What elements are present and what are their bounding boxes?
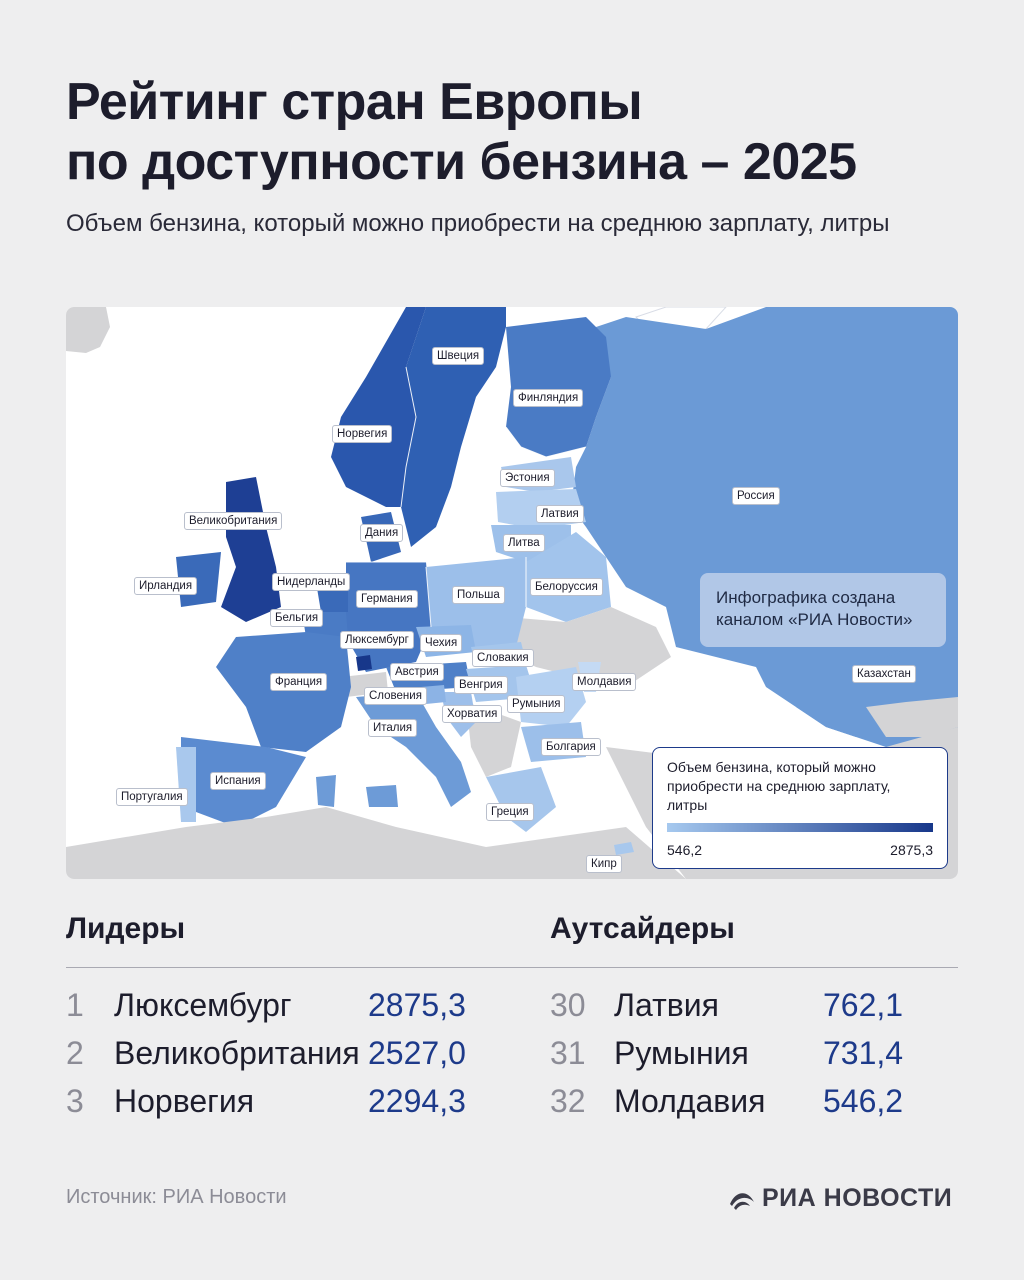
leader-row: [66, 985, 486, 1029]
brand-logo: [728, 1180, 960, 1214]
label-slovenia: Словения: [364, 687, 427, 705]
rank: 31: [550, 1035, 586, 1071]
label-cyprus: Кипр: [586, 855, 622, 873]
label-uk: Великобритания: [184, 512, 282, 530]
title-line-2: по доступности бензина – 2025: [66, 133, 857, 191]
rank: 3: [66, 1083, 84, 1119]
value: 2294,3: [368, 1083, 466, 1119]
label-lithuania: Литва: [503, 534, 545, 552]
value: 731,4: [823, 1035, 904, 1071]
label-italy: Италия: [368, 719, 417, 737]
credit-box: Инфографика создана каналом «РИА Новости»: [700, 573, 946, 647]
label-russia: Россия: [732, 487, 780, 505]
legend-max: 2875,3: [890, 842, 933, 858]
legend-min: 546,2: [667, 842, 703, 858]
country-name: Латвия: [614, 987, 719, 1023]
country-name: Румыния: [614, 1035, 749, 1071]
legend-gradient-bar: [667, 823, 933, 832]
label-austria: Австрия: [390, 663, 444, 681]
country-name: Великобритания: [114, 1035, 360, 1071]
value: 546,2: [823, 1083, 904, 1119]
label-kazakhstan: Казахстан: [852, 665, 916, 683]
label-belarus: Белоруссия: [530, 578, 603, 596]
rank: 2: [66, 1035, 84, 1071]
value: 762,1: [823, 987, 904, 1023]
label-hungary: Венгрия: [454, 676, 508, 694]
label-finland: Финляндия: [513, 389, 583, 407]
europe-map: [66, 307, 958, 879]
outsider-row: [550, 1081, 958, 1125]
label-ireland: Ирландия: [134, 577, 197, 595]
page-subtitle: Объем бензина, который можно приобрести на среднюю зарплату, литры: [66, 210, 890, 237]
region-luxembourg: [356, 655, 372, 671]
label-denmark: Дания: [360, 524, 403, 542]
label-estonia: Эстония: [500, 469, 555, 487]
outsider-row: [550, 985, 958, 1029]
region-germany: [346, 562, 431, 672]
label-poland: Польша: [452, 586, 505, 604]
label-spain: Испания: [210, 772, 266, 790]
outsider-row: [550, 1033, 958, 1077]
rank: 30: [550, 987, 586, 1023]
source-note: Источник: РИА Новости: [66, 1186, 287, 1208]
label-norway: Норвегия: [332, 425, 392, 443]
label-belgium: Бельгия: [270, 609, 323, 627]
rank: 32: [550, 1083, 586, 1119]
label-netherlands: Нидерланды: [272, 573, 350, 591]
label-bulgaria: Болгария: [541, 738, 601, 756]
label-moldova: Молдавия: [572, 673, 636, 691]
label-luxembourg: Люксембург: [340, 631, 414, 649]
legend-title: Объем бензина, который можно приобрести на среднюю зарплату, литры: [667, 759, 891, 813]
brand-name: РИА НОВОСТИ: [762, 1184, 953, 1212]
label-croatia: Хорватия: [442, 705, 502, 723]
rank: 1: [66, 987, 84, 1023]
leaders-heading: Лидеры: [66, 912, 186, 945]
country-name: Люксембург: [114, 987, 292, 1023]
leader-row: [66, 1033, 486, 1077]
title-line-1: Рейтинг стран Европы: [66, 73, 643, 131]
label-portugal: Португалия: [116, 788, 188, 806]
label-greece: Греция: [486, 803, 534, 821]
ria-logo-icon: [728, 1184, 756, 1212]
label-czechia: Чехия: [420, 634, 462, 652]
page-title: [66, 72, 966, 192]
divider: [66, 967, 958, 968]
label-slovakia: Словакия: [472, 649, 534, 667]
label-romania: Румыния: [507, 695, 565, 713]
country-name: Норвегия: [114, 1083, 255, 1119]
value: 2875,3: [368, 987, 466, 1023]
leader-row: [66, 1081, 486, 1125]
outsiders-heading: Аутсайдеры: [550, 912, 735, 945]
value: 2527,0: [368, 1035, 466, 1071]
label-sweden: Швеция: [432, 347, 484, 365]
map-legend: [652, 747, 948, 869]
label-germany: Германия: [356, 590, 418, 608]
country-name: Молдавия: [614, 1083, 766, 1119]
label-france: Франция: [270, 673, 327, 691]
label-latvia: Латвия: [536, 505, 584, 523]
